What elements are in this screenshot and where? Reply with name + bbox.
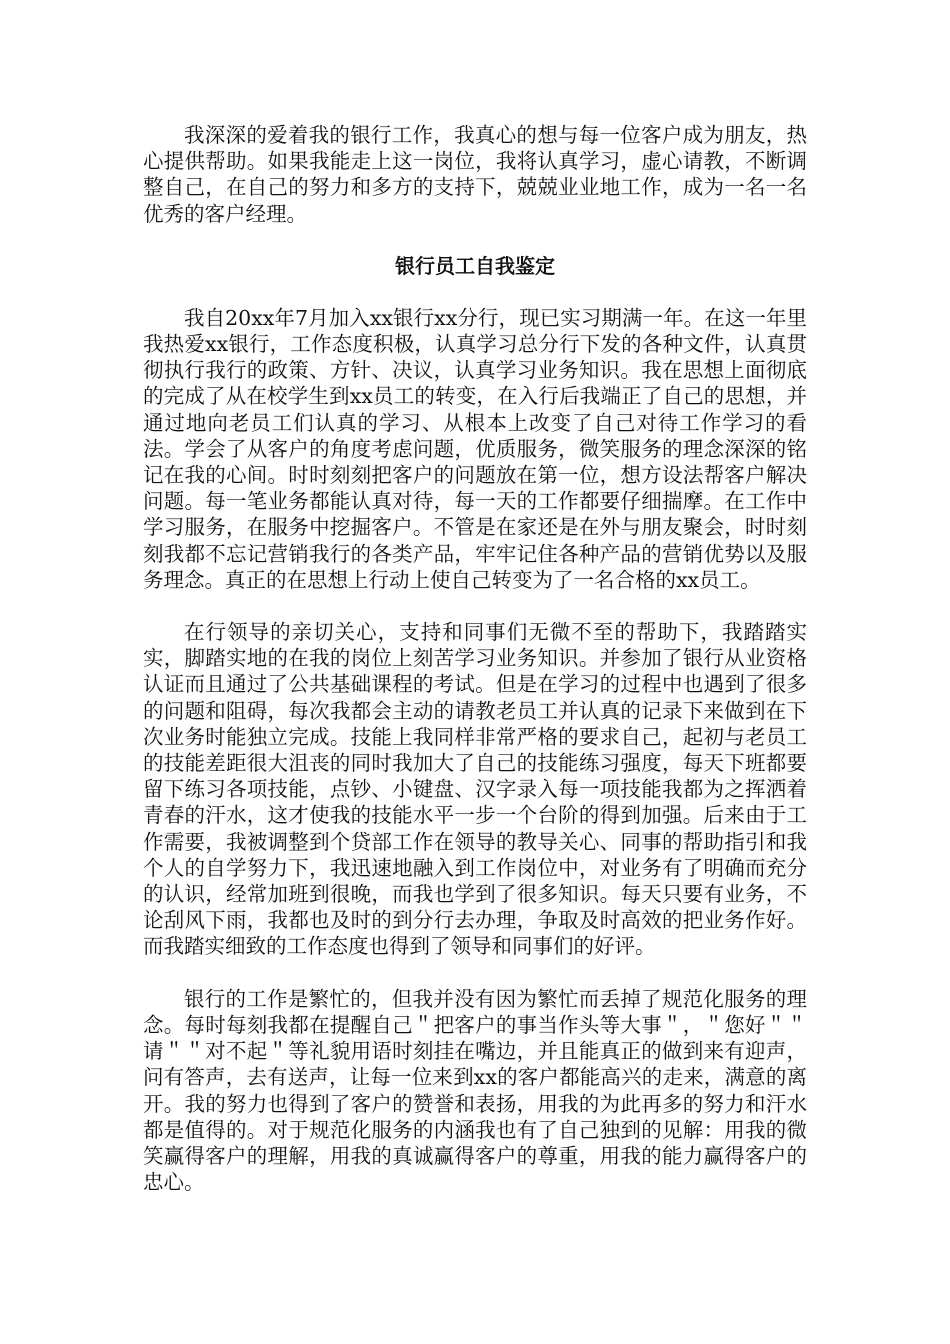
paragraph-spacer bbox=[143, 593, 807, 619]
paragraph-spacer bbox=[143, 960, 807, 986]
intro-paragraph: 我深深的爱着我的银行工作，我真心的想与每一位客户成为朋友，热心提供帮助。如果我能走上这一岗位，我将认真学习，虚心请教，不断调整自己，在自己的努力和多方的支持下，兢兢业业地工作，成为一名一名优秀的客户经理。 bbox=[143, 123, 807, 226]
body-paragraph-1: 我自20xx年7月加入xx银行xx分行，现已实习期满一年。在这一年里我热爱xx银行，工作态度积极，认真学习总分行下发的各种文件，认真贯彻执行我行的政策、方针、决议，认真学习业务知识。我在思想上面彻底的完成了从在校学生到xx员工的转变，在入行后我端正了自己的思想，并通过地向老员工们认真的学习、从根本上改变了自己对待工作学习的看法。学会了从客户的角度考虑问题，优质服务，微笑服务的理念深深的铭记在我的心间。时时刻刻把客户的问题放在第一位，想方设法帮客户解决问题。每一笔业务都能认真对待，每一天的工作都要仔细揣摩。在工作中学习服务，在服务中挖掘客户。不管是在家还是在外与朋友聚会，时时刻刻我都不忘记营销我行的各类产品，牢牢记住各种产品的营销优势以及服务理念。真正的在思想上行动上使自己转变为了一名合格的xx员工。 bbox=[143, 305, 807, 592]
document-page bbox=[143, 122, 807, 1195]
body-paragraph-3: 银行的工作是繁忙的，但我并没有因为繁忙而丢掉了规范化服务的理念。每时每刻我都在提醒自己＂把客户的事当作头等大事＂，＂您好＂＂请＂＂对不起＂等礼貌用语时刻挂在嘴边，并且能真正的做到来有迎声，问有答声，去有送声，让每一位来到xx的客户都能高兴的走来，满意的离开。我的努力也得到了客户的赞誉和表扬，用我的为此再多的努力和汗水都是值得的。对于规范化服务的内涵我也有了自己独到的见解：用我的微笑赢得客户的理解，用我的真诚赢得客户的尊重，用我的能力赢得客户的忠心。 bbox=[143, 986, 807, 1195]
section-title: 银行员工自我鉴定 bbox=[395, 253, 555, 278]
body-paragraph-2: 在行领导的亲切关心，支持和同事们无微不至的帮助下，我踏踏实实，脚踏实地的在我的岗位上刻苦学习业务知识。并参加了银行从业资格认证而且通过了公共基础课程的考试。但是在学习的过程中也遇到了很多的问题和阻碍，每次我都会主动的请教老员工并认真的记录下来做到在下次业务时能独立完成。技能上我同样非常严格的要求自己，起初与老员工的技能差距很大沮丧的同时我加大了自己的技能练习强度，每天下班都要留下练习各项技能，点钞、小键盘、汉字录入每一项技能我都为之挥洒着青春的汗水，这才使我的技能水平一步一个台阶的得到加强。后来由于工作需要，我被调整到个贷部工作在领导的教导关心、同事的帮助指引和我个人的自学努力下，我迅速地融入到工作岗位中，对业务有了明确而充分的认识，经常加班到很晚，而我也学到了很多知识。每天只要有业务，不论刮风下雨，我都也及时的到分行去办理，争取及时高效的把业务作好。而我踏实细致的工作态度也得到了领导和同事们的好评。 bbox=[143, 620, 807, 959]
